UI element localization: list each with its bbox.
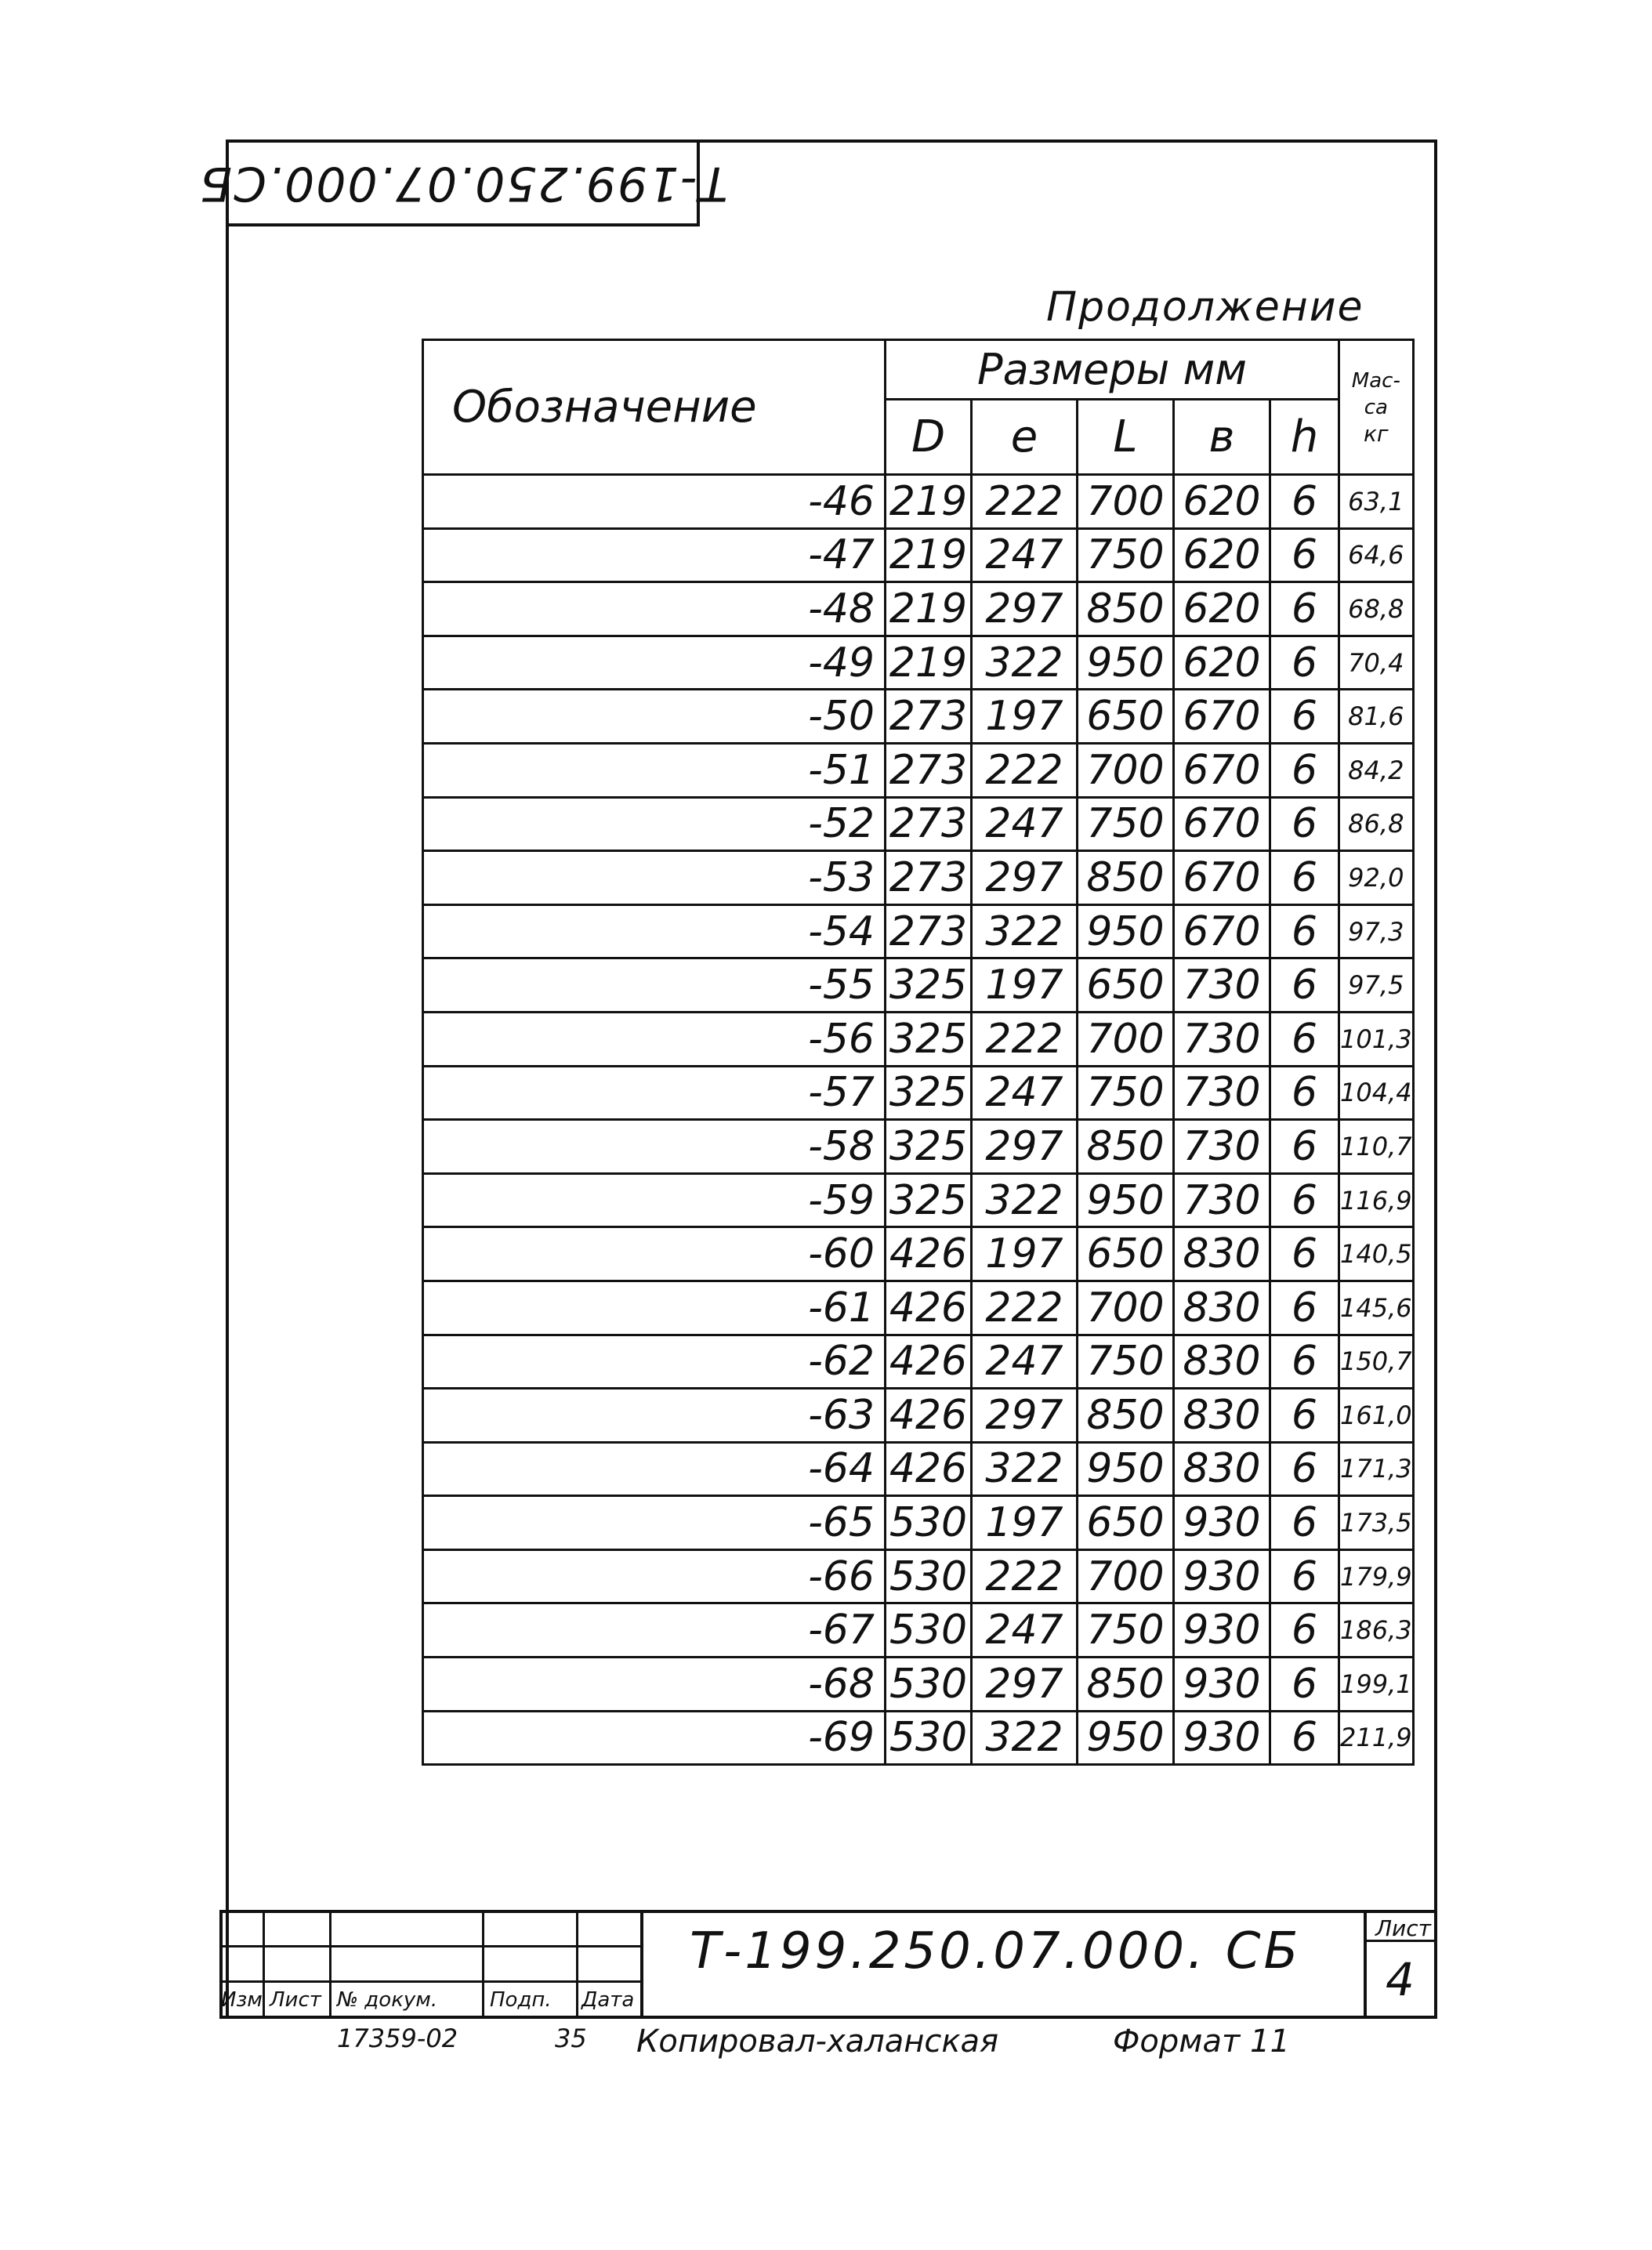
cell-e: 297 bbox=[972, 1120, 1078, 1174]
cell-L: 700 bbox=[1078, 1281, 1174, 1335]
tb-label-doc-number: № докум. bbox=[337, 1988, 438, 2012]
cell-L: 850 bbox=[1078, 1658, 1174, 1712]
cell-mass: 211,9 bbox=[1339, 1711, 1414, 1765]
row-designation: -53 bbox=[423, 851, 886, 905]
cell-e: 297 bbox=[972, 1658, 1078, 1712]
cell-b: 670 bbox=[1174, 904, 1270, 958]
cell-D: 530 bbox=[886, 1711, 972, 1765]
cell-h: 6 bbox=[1270, 1389, 1339, 1443]
cell-L: 950 bbox=[1078, 1711, 1174, 1765]
cell-h: 6 bbox=[1270, 1549, 1339, 1603]
cell-e: 197 bbox=[972, 1227, 1078, 1281]
sheet-number: 4 bbox=[1386, 1953, 1415, 2006]
cell-D: 325 bbox=[886, 1173, 972, 1227]
cell-L: 750 bbox=[1078, 528, 1174, 582]
cell-b: 930 bbox=[1174, 1658, 1270, 1712]
cell-mass: 97,3 bbox=[1339, 904, 1414, 958]
cell-e: 222 bbox=[972, 1012, 1078, 1066]
row-designation: -59 bbox=[423, 1173, 886, 1227]
row-designation: -69 bbox=[423, 1711, 886, 1765]
table-row bbox=[423, 1227, 1414, 1281]
cell-h: 6 bbox=[1270, 851, 1339, 905]
cell-L: 700 bbox=[1078, 475, 1174, 529]
cell-b: 730 bbox=[1174, 1012, 1270, 1066]
table-row bbox=[423, 1120, 1414, 1174]
cell-h: 6 bbox=[1270, 1120, 1339, 1174]
cell-h: 6 bbox=[1270, 1173, 1339, 1227]
cell-h: 6 bbox=[1270, 1442, 1339, 1496]
table-row bbox=[423, 797, 1414, 851]
tb-label-list: Лист bbox=[270, 1988, 321, 2012]
cell-e: 297 bbox=[972, 582, 1078, 636]
dim-header-h: h bbox=[1270, 400, 1339, 475]
cell-mass: 92,0 bbox=[1339, 851, 1414, 905]
specification-table bbox=[422, 339, 1415, 1766]
cell-L: 650 bbox=[1078, 958, 1174, 1013]
cell-b: 620 bbox=[1174, 475, 1270, 529]
row-designation: -62 bbox=[423, 1335, 886, 1389]
table-row bbox=[423, 1173, 1414, 1227]
cell-D: 273 bbox=[886, 851, 972, 905]
footer-order-number: 17359-02 bbox=[337, 2024, 458, 2053]
cell-mass: 86,8 bbox=[1339, 797, 1414, 851]
mass-unit: кг bbox=[1363, 421, 1389, 447]
table-row bbox=[423, 475, 1414, 529]
table-row bbox=[423, 743, 1414, 797]
table-row bbox=[423, 582, 1414, 636]
cell-mass: 116,9 bbox=[1339, 1173, 1414, 1227]
cell-L: 850 bbox=[1078, 1389, 1174, 1443]
row-designation: -50 bbox=[423, 690, 886, 744]
top-stamp-box bbox=[197, 139, 728, 226]
cell-mass: 84,2 bbox=[1339, 743, 1414, 797]
table-row bbox=[423, 1335, 1414, 1389]
cell-b: 930 bbox=[1174, 1496, 1270, 1550]
cell-D: 325 bbox=[886, 1066, 972, 1120]
row-designation: -64 bbox=[423, 1442, 886, 1496]
cell-e: 197 bbox=[972, 690, 1078, 744]
cell-mass: 199,1 bbox=[1339, 1658, 1414, 1712]
cell-mass: 64,6 bbox=[1339, 528, 1414, 582]
tb-label-signature: Подп. bbox=[490, 1988, 552, 2012]
cell-L: 700 bbox=[1078, 1012, 1174, 1066]
cell-mass: 171,3 bbox=[1339, 1442, 1414, 1496]
cell-h: 6 bbox=[1270, 1335, 1339, 1389]
cell-b: 670 bbox=[1174, 797, 1270, 851]
cell-mass: 140,5 bbox=[1339, 1227, 1414, 1281]
dim-header-b: в bbox=[1174, 400, 1270, 475]
cell-e: 247 bbox=[972, 1066, 1078, 1120]
table-row bbox=[423, 851, 1414, 905]
cell-D: 530 bbox=[886, 1603, 972, 1658]
cell-L: 850 bbox=[1078, 1120, 1174, 1174]
cell-L: 650 bbox=[1078, 1227, 1174, 1281]
cell-e: 222 bbox=[972, 1281, 1078, 1335]
cell-b: 670 bbox=[1174, 851, 1270, 905]
dimensions-header: Размеры мм bbox=[886, 340, 1339, 400]
cell-mass: 161,0 bbox=[1339, 1389, 1414, 1443]
cell-mass: 63,1 bbox=[1339, 475, 1414, 529]
table-row bbox=[423, 636, 1414, 690]
row-designation: -49 bbox=[423, 636, 886, 690]
cell-D: 273 bbox=[886, 743, 972, 797]
cell-h: 6 bbox=[1270, 582, 1339, 636]
continuation-label: Продолжение bbox=[1046, 284, 1364, 331]
cell-e: 222 bbox=[972, 743, 1078, 797]
table-row bbox=[423, 1012, 1414, 1066]
cell-L: 950 bbox=[1078, 1442, 1174, 1496]
cell-L: 750 bbox=[1078, 1335, 1174, 1389]
cell-D: 325 bbox=[886, 1012, 972, 1066]
row-designation: -51 bbox=[423, 743, 886, 797]
tb-label-izm: Изм bbox=[221, 1988, 263, 2012]
cell-h: 6 bbox=[1270, 1012, 1339, 1066]
row-designation: -56 bbox=[423, 1012, 886, 1066]
specification-body bbox=[423, 475, 1414, 1765]
cell-e: 297 bbox=[972, 851, 1078, 905]
cell-e: 247 bbox=[972, 797, 1078, 851]
cell-e: 322 bbox=[972, 1173, 1078, 1227]
cell-b: 830 bbox=[1174, 1389, 1270, 1443]
row-designation: -66 bbox=[423, 1549, 886, 1603]
cell-h: 6 bbox=[1270, 1066, 1339, 1120]
cell-e: 247 bbox=[972, 1335, 1078, 1389]
cell-e: 322 bbox=[972, 1711, 1078, 1765]
cell-b: 830 bbox=[1174, 1335, 1270, 1389]
table-row bbox=[423, 1066, 1414, 1120]
table-row bbox=[423, 1389, 1414, 1443]
cell-D: 219 bbox=[886, 636, 972, 690]
cell-b: 730 bbox=[1174, 1120, 1270, 1174]
cell-D: 273 bbox=[886, 904, 972, 958]
cell-e: 322 bbox=[972, 904, 1078, 958]
cell-e: 297 bbox=[972, 1389, 1078, 1443]
cell-mass: 173,5 bbox=[1339, 1496, 1414, 1550]
cell-b: 620 bbox=[1174, 528, 1270, 582]
cell-mass: 70,4 bbox=[1339, 636, 1414, 690]
cell-h: 6 bbox=[1270, 1603, 1339, 1658]
cell-h: 6 bbox=[1270, 636, 1339, 690]
cell-L: 700 bbox=[1078, 743, 1174, 797]
cell-D: 273 bbox=[886, 690, 972, 744]
row-designation: -55 bbox=[423, 958, 886, 1013]
cell-h: 6 bbox=[1270, 743, 1339, 797]
cell-h: 6 bbox=[1270, 1496, 1339, 1550]
mass-header bbox=[1339, 340, 1414, 475]
cell-L: 750 bbox=[1078, 797, 1174, 851]
cell-D: 325 bbox=[886, 1120, 972, 1174]
designation-header: Обозначение bbox=[423, 340, 886, 475]
cell-b: 730 bbox=[1174, 1066, 1270, 1120]
cell-D: 426 bbox=[886, 1442, 972, 1496]
table-row bbox=[423, 958, 1414, 1013]
cell-h: 6 bbox=[1270, 1658, 1339, 1712]
cell-h: 6 bbox=[1270, 475, 1339, 529]
cell-D: 219 bbox=[886, 528, 972, 582]
cell-D: 530 bbox=[886, 1549, 972, 1603]
row-designation: -67 bbox=[423, 1603, 886, 1658]
dim-header-e: e bbox=[972, 400, 1078, 475]
table-row bbox=[423, 1603, 1414, 1658]
row-designation: -63 bbox=[423, 1389, 886, 1443]
row-designation: -68 bbox=[423, 1658, 886, 1712]
cell-D: 219 bbox=[886, 475, 972, 529]
cell-b: 670 bbox=[1174, 690, 1270, 744]
cell-D: 426 bbox=[886, 1281, 972, 1335]
cell-h: 6 bbox=[1270, 1281, 1339, 1335]
table-row bbox=[423, 1442, 1414, 1496]
cell-h: 6 bbox=[1270, 904, 1339, 958]
cell-L: 950 bbox=[1078, 904, 1174, 958]
cell-mass: 179,9 bbox=[1339, 1549, 1414, 1603]
table-row bbox=[423, 690, 1414, 744]
cell-e: 247 bbox=[972, 528, 1078, 582]
cell-e: 322 bbox=[972, 1442, 1078, 1496]
cell-mass: 145,6 bbox=[1339, 1281, 1414, 1335]
cell-b: 670 bbox=[1174, 743, 1270, 797]
cell-L: 850 bbox=[1078, 582, 1174, 636]
cell-D: 325 bbox=[886, 958, 972, 1013]
table-row bbox=[423, 1658, 1414, 1712]
table-row bbox=[423, 1281, 1414, 1335]
cell-L: 650 bbox=[1078, 690, 1174, 744]
top-stamp-code: Т-199.250.07.000.СБ bbox=[197, 155, 728, 211]
tb-label-date: Дата bbox=[581, 1988, 635, 2012]
cell-b: 620 bbox=[1174, 582, 1270, 636]
cell-e: 222 bbox=[972, 475, 1078, 529]
cell-D: 273 bbox=[886, 797, 972, 851]
dim-header-L: L bbox=[1078, 400, 1174, 475]
title-block-doc-code: Т-199.250.07.000. СБ bbox=[690, 1922, 1302, 1980]
cell-L: 750 bbox=[1078, 1603, 1174, 1658]
cell-b: 620 bbox=[1174, 636, 1270, 690]
row-designation: -61 bbox=[423, 1281, 886, 1335]
mass-header-line1: Мас- bbox=[1351, 369, 1400, 393]
cell-D: 426 bbox=[886, 1227, 972, 1281]
cell-b: 830 bbox=[1174, 1442, 1270, 1496]
cell-L: 950 bbox=[1078, 1173, 1174, 1227]
cell-L: 950 bbox=[1078, 636, 1174, 690]
cell-b: 730 bbox=[1174, 958, 1270, 1013]
cell-b: 930 bbox=[1174, 1603, 1270, 1658]
cell-e: 322 bbox=[972, 636, 1078, 690]
footer-format: Формат 11 bbox=[1113, 2024, 1290, 2060]
cell-D: 426 bbox=[886, 1389, 972, 1443]
table-row bbox=[423, 904, 1414, 958]
table-row bbox=[423, 1549, 1414, 1603]
cell-D: 530 bbox=[886, 1496, 972, 1550]
cell-b: 930 bbox=[1174, 1711, 1270, 1765]
cell-D: 530 bbox=[886, 1658, 972, 1712]
dim-header-D: D bbox=[886, 400, 972, 475]
row-designation: -46 bbox=[423, 475, 886, 529]
cell-h: 6 bbox=[1270, 1711, 1339, 1765]
cell-D: 219 bbox=[886, 582, 972, 636]
cell-e: 247 bbox=[972, 1603, 1078, 1658]
cell-mass: 110,7 bbox=[1339, 1120, 1414, 1174]
cell-mass: 97,5 bbox=[1339, 958, 1414, 1013]
row-designation: -52 bbox=[423, 797, 886, 851]
row-designation: -65 bbox=[423, 1496, 886, 1550]
row-designation: -48 bbox=[423, 582, 886, 636]
cell-h: 6 bbox=[1270, 690, 1339, 744]
row-designation: -54 bbox=[423, 904, 886, 958]
row-designation: -47 bbox=[423, 528, 886, 582]
cell-mass: 186,3 bbox=[1339, 1603, 1414, 1658]
cell-b: 730 bbox=[1174, 1173, 1270, 1227]
cell-mass: 150,7 bbox=[1339, 1335, 1414, 1389]
cell-e: 197 bbox=[972, 1496, 1078, 1550]
mass-header-line2: са bbox=[1364, 396, 1388, 419]
cell-mass: 101,3 bbox=[1339, 1012, 1414, 1066]
cell-b: 930 bbox=[1174, 1549, 1270, 1603]
cell-b: 830 bbox=[1174, 1281, 1270, 1335]
cell-L: 850 bbox=[1078, 851, 1174, 905]
sheet-label: Лист bbox=[1375, 1915, 1431, 1941]
footer-copy-number: 35 bbox=[555, 2024, 587, 2053]
row-designation: -60 bbox=[423, 1227, 886, 1281]
footer-copied-by: Копировал-халанская bbox=[636, 2024, 999, 2060]
cell-e: 197 bbox=[972, 958, 1078, 1013]
table-row bbox=[423, 528, 1414, 582]
table-row bbox=[423, 1711, 1414, 1765]
cell-h: 6 bbox=[1270, 797, 1339, 851]
cell-D: 426 bbox=[886, 1335, 972, 1389]
row-designation: -57 bbox=[423, 1066, 886, 1120]
cell-mass: 68,8 bbox=[1339, 582, 1414, 636]
cell-mass: 81,6 bbox=[1339, 690, 1414, 744]
cell-e: 222 bbox=[972, 1549, 1078, 1603]
table-row bbox=[423, 1496, 1414, 1550]
cell-h: 6 bbox=[1270, 1227, 1339, 1281]
cell-b: 830 bbox=[1174, 1227, 1270, 1281]
cell-h: 6 bbox=[1270, 958, 1339, 1013]
cell-L: 650 bbox=[1078, 1496, 1174, 1550]
cell-L: 750 bbox=[1078, 1066, 1174, 1120]
cell-h: 6 bbox=[1270, 528, 1339, 582]
cell-mass: 104,4 bbox=[1339, 1066, 1414, 1120]
cell-L: 700 bbox=[1078, 1549, 1174, 1603]
row-designation: -58 bbox=[423, 1120, 886, 1174]
